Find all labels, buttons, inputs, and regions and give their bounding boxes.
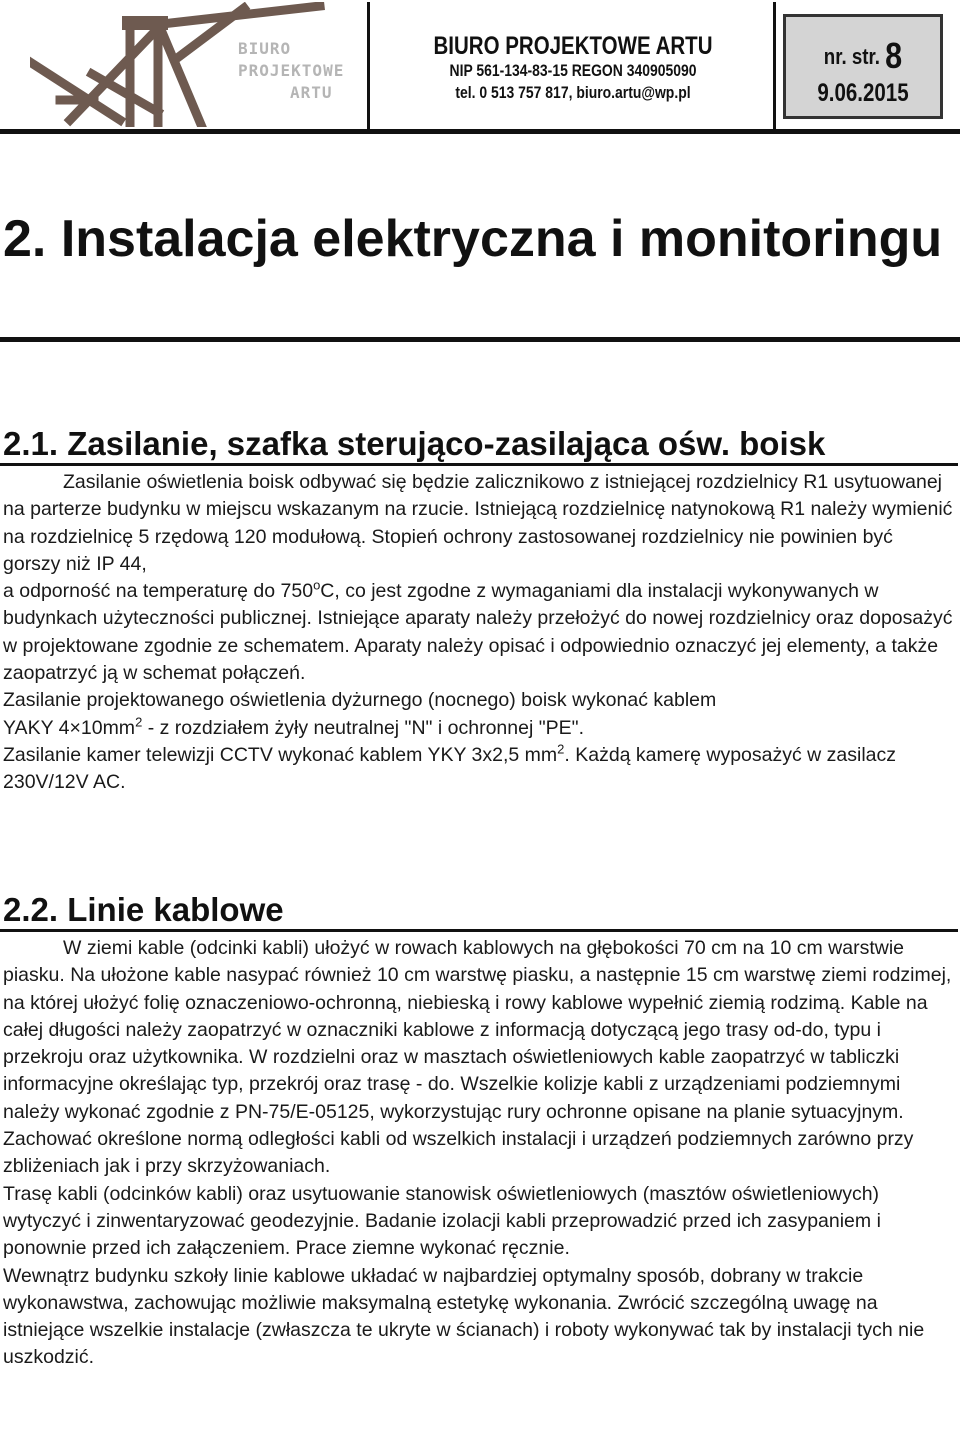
company-logo [30, 2, 345, 127]
paragraph-text: - z rozdziałem żyły neutralnej "N" i ochronnej "PE". [142, 716, 584, 739]
company-nip-regon: NIP 561-134-83-15 REGON 340905090 [449, 61, 697, 80]
paragraph-text: . Każdą kamerę wyposażyć w zasilacz 230V/12V AC. [3, 743, 897, 794]
paragraph: Zasilanie oświetlenia boisk odbywać się będzie zalicznikowo z istniejącej rozdzielnicy R1 usytuowanej na parterze budynku w miejscu wskazanym na rzucie. Istniejącą rozdzielnicę natynokową R1 należy wymienić na rozdzielnicę 5 rzędową 120 modułową. Stopień ochrony zastosowanej rozdzielnicy nie powinien być gorszy niż IP 44, [3, 471, 953, 575]
paragraph [3, 578, 955, 687]
page-label: nr. str. [823, 44, 880, 69]
chapter-title-rule [0, 337, 960, 342]
paragraph-text: C, co jest zgodne z wymaganiami dla instalacji wykonywanych w budynkach użyteczności publicznej. Istniejące aparaty należy przełożyć do nowej rozdzielnicy oraz doposażyć w projektowane zgodnie ze schematem. Aparaty należy opisać i odpowiednio oznaczyć jej elementy, a także zaopatrzyć ją w schemat połączeń. [3, 580, 953, 685]
section-heading-2-2: 2.2. Linie kablowe [3, 891, 284, 928]
page-info-box [783, 14, 943, 119]
paragraph-text: YAKY 4×10mm [3, 716, 136, 739]
section-heading-rule [0, 463, 958, 466]
page-number: 8 [885, 35, 903, 76]
header-divider [773, 2, 776, 131]
page-header [0, 0, 960, 134]
superscript: 2 [557, 741, 565, 757]
superscript: 2 [135, 714, 143, 730]
company-name: BIURO PROJEKTOWE ARTU [433, 32, 713, 60]
document-date: 9.06.2015 [817, 79, 909, 107]
logo-wordmark [238, 38, 348, 104]
section-body-2-2 [3, 935, 955, 1372]
paragraph: Trasę kabli (odcinków kabli) oraz usytuowanie stanowisk oświetleniowych (masztów oświetleniowych) wytyczyć i zinwentaryzować geodezyjnie. Badanie izolacji kabli przeprowadzić przed ich zasypaniem i ponownie przed ich załączeniem. Prace ziemne wykonać ręcznie. [3, 1182, 881, 1260]
logo-line: BIURO [238, 39, 292, 58]
logo-line: PROJEKTOWE [238, 61, 345, 80]
paragraph-text: a odporność na temperaturę do 750 [3, 580, 314, 603]
superscript: o [313, 577, 321, 593]
section-body-2-1 [3, 469, 955, 797]
header-divider [367, 2, 370, 131]
paragraph: W ziemi kable (odcinki kabli) ułożyć w rowach kablowych na głębokości 70 cm na 10 cm warstwie piasku. Na ułożone kable nasypać również 10 cm warstwę piasku, a następnie 15 cm warstwę ziemi rodzimej, na której ułożyć folię oznaczeniowo-ochronną, niebieską i rowy kablowe wypełnić ziemią rodzimą. Kable na całej długości należy zaopatrzyć w oznaczniki kablowe z informacją dotyczącą jego trasy od-do, typu i przekroju oraz użytkownika. W rozdzielni oraz w masztach oświetleniowych kable zaopatrzyć w tabliczki informacyjne określając typ, przekrój oraz trasę - do. Wszelkie kolizje kabli z urządzeniami podziemnymi należy wykonać zgodnie z PN-75/E-05125, wykorzystując rury ochronne opisane na planie sytuacyjnym. Zachować określone normą odległości kabli od wszelkich instalacji i urządzeń podziemnych zarówno przy zbliżeniach jak i przy skrzyżowaniach. [3, 937, 952, 1178]
section-heading-2-1: 2.1. Zasilanie, szafka sterująco-zasilająca ośw. boisk [3, 425, 826, 462]
chapter-title: 2. Instalacja elektryczna i monitoringu [3, 210, 943, 268]
paragraph: Zasilanie projektowanego oświetlenia dyżurnego (nocnego) boisk wykonać kablem [3, 689, 717, 712]
company-info [408, 32, 738, 104]
logo-line: ARTU [290, 83, 333, 102]
section-heading-rule [0, 929, 958, 932]
company-contact: tel. 0 513 757 817, biuro.artu@wp.pl [455, 83, 691, 102]
header-rule [0, 129, 960, 134]
paragraph: Wewnątrz budynku szkoły linie kablowe układać w najbardziej optymalny sposób, dobrany w trakcie wykonawstwa, zachowując możliwie maksymalną estetykę wykonania. Zwrócić szczególną uwagę na istniejące wszelkie instalacje (zwłaszcza te ukryte w ścianach) i roboty wykonywać tak by instalacji tych nie uszkodzić. [3, 1264, 925, 1369]
paragraph [3, 742, 955, 797]
page-number-line [798, 35, 929, 77]
paragraph [3, 715, 955, 742]
paragraph-text: Zasilanie kamer telewizji CCTV wykonać kablem YKY 3x2,5 mm [3, 743, 558, 766]
